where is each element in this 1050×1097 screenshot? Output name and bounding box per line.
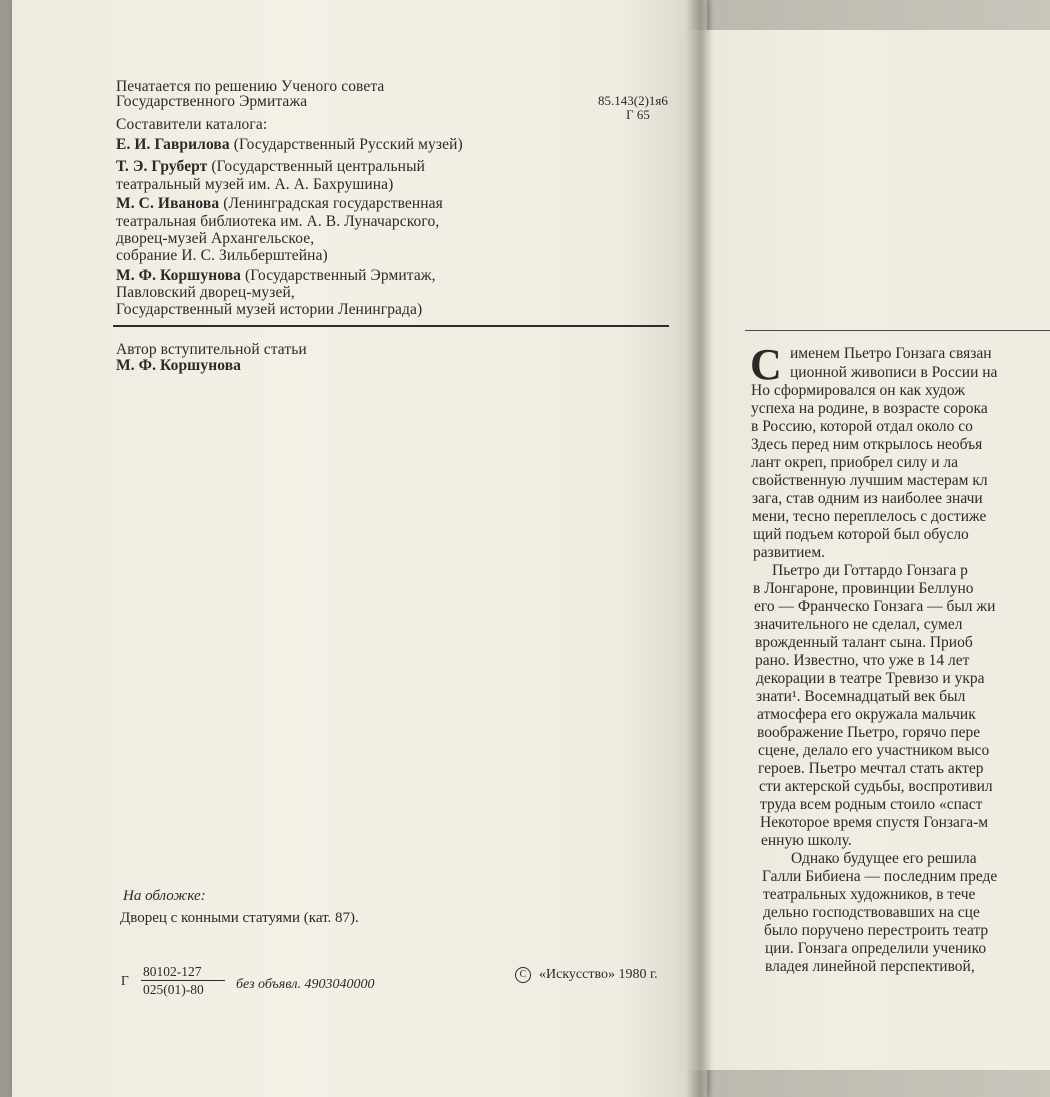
compiler-3-affiliation-3: дворец-музей Архангельское, [116, 230, 315, 247]
isbn-text: без объявл. 4903040000 [236, 977, 375, 992]
body-line: Пьетро ди Готтардо Гонзага р [772, 562, 968, 579]
intro-author-heading: Автор вступительной статьи [116, 341, 307, 358]
body-line: дельно господствовавших на сце [763, 904, 980, 921]
classification-code [598, 94, 668, 122]
body-line: зага, став одним из наиболее значи [752, 490, 983, 507]
body-line: мени, тесно переплелось с достиже [752, 508, 987, 525]
compiler-4-affiliation-1: (Государственный Эрмитаж, [241, 267, 436, 284]
body-line: Галли Бибиена — последним преде [762, 868, 998, 885]
body-line: в Лонгароне, провинции Беллуно [753, 580, 974, 597]
body-line: сцене, делало его участником высо [758, 742, 990, 759]
catalog-index-letter: Г [121, 973, 129, 988]
body-line: ционной живописи в России на [790, 364, 998, 381]
body-line: именем Пьетро Гонзага связан [790, 345, 992, 362]
compiler-1 [116, 136, 463, 153]
compiler-1-name: Е. И. Гаврилова [116, 136, 230, 153]
body-line: щий подъем которой был обусло [753, 526, 969, 543]
body-line: Однако будущее его решила [791, 850, 977, 867]
body-line: Но сформировался он как худож [751, 382, 965, 399]
body-line: воображение Пьетро, горячо пере [757, 724, 981, 741]
catalog-index-numerator: 80102-127 [143, 964, 202, 979]
compiler-3 [116, 195, 443, 212]
body-line: развитием. [753, 544, 825, 561]
compiler-4-name: М. Ф. Коршунова [116, 267, 242, 284]
compiler-2 [116, 158, 425, 175]
fraction-line [141, 980, 225, 981]
body-line: было поручено перестроить театр [764, 922, 989, 939]
publisher-line [515, 967, 658, 983]
book-gutter [685, 0, 713, 1097]
classification-code-2: Г 65 [626, 107, 650, 122]
body-line: Некоторое время спустя Гонзага-м [760, 814, 989, 831]
approval-line-2: Государственного Эрмитажа [116, 93, 308, 110]
body-line: ции. Гонзага определили ученико [765, 940, 987, 957]
compiler-4 [116, 267, 436, 284]
compiler-3-name: М. С. Иванова [116, 195, 220, 212]
body-line: его — Франческо Гонзага — был жи [754, 598, 996, 615]
body-line: Здесь перед ним открылось необъя [751, 436, 983, 453]
approval-line-1: Печатается по решению Ученого совета [116, 78, 385, 95]
body-line: успеха на родине, в возрасте сорока [751, 400, 988, 417]
cover-caption: Дворец с конными статуями (кат. 87). [120, 910, 359, 926]
body-line: свойственную лучшим мастерам кл [752, 472, 988, 489]
compiler-2-affiliation-1: (Государственный центральный [207, 158, 425, 175]
body-line: рано. Известно, что уже в 14 лет [755, 652, 970, 669]
compiler-4-affiliation-2: Павловский дворец-музей, [116, 284, 295, 301]
compiler-3-affiliation-4: собрание И. С. Зильберштейна) [116, 247, 328, 264]
intro-author-name: М. Ф. Коршунова [116, 357, 242, 374]
body-line: врожденный талант сына. Приоб [755, 634, 973, 651]
body-line: труда всем родным стоило «спаст [760, 796, 983, 813]
body-line: в Россию, которой отдал около со [751, 418, 973, 435]
body-line: сти актерской судьбы, воспротивил [759, 778, 993, 795]
body-line: енную школу. [761, 832, 852, 849]
drop-cap: С [750, 340, 782, 389]
classification-code-1: 85.143(2)1я6 [598, 93, 668, 108]
compilers-heading: Составители каталога: [116, 116, 268, 133]
body-line: театральных художников, в тече [763, 886, 976, 903]
publisher-text: «Искусство» 1980 г. [539, 967, 658, 983]
catalog-index-denominator: 025(01)-80 [143, 982, 204, 997]
compiler-3-affiliation-1: (Ленинградская государственная [219, 195, 443, 212]
body-line: героев. Пьетро мечтал стать актер [758, 760, 984, 777]
compiler-2-name: Т. Э. Груберт [116, 158, 208, 175]
body-line: знати¹. Восемнадцатый век был [756, 688, 966, 705]
body-line: лант окреп, приобрел силу и ла [751, 454, 959, 471]
compiler-3-affiliation-2: театральная библиотека им. А. В. Луначарского, [116, 213, 440, 230]
compiler-4-affiliation-3: Государственный музей истории Ленинграда) [116, 301, 423, 318]
body-line: декорации в театре Тревизо и укра [756, 670, 985, 687]
body-line: владея линейной перспективой, [765, 958, 975, 975]
cover-label: На обложке: [123, 888, 206, 904]
copyright-icon: C [515, 967, 531, 983]
body-line: атмосфера его окружала мальчик [757, 706, 976, 723]
body-line: значительного не сделал, сумел [754, 616, 963, 633]
section-divider [113, 325, 669, 327]
compiler-2-affiliation-2: театральный музей им. А. А. Бахрушина) [116, 176, 394, 193]
compiler-1-affiliation: (Государственный Русский музей) [229, 136, 463, 153]
right-page-divider [745, 330, 1050, 331]
